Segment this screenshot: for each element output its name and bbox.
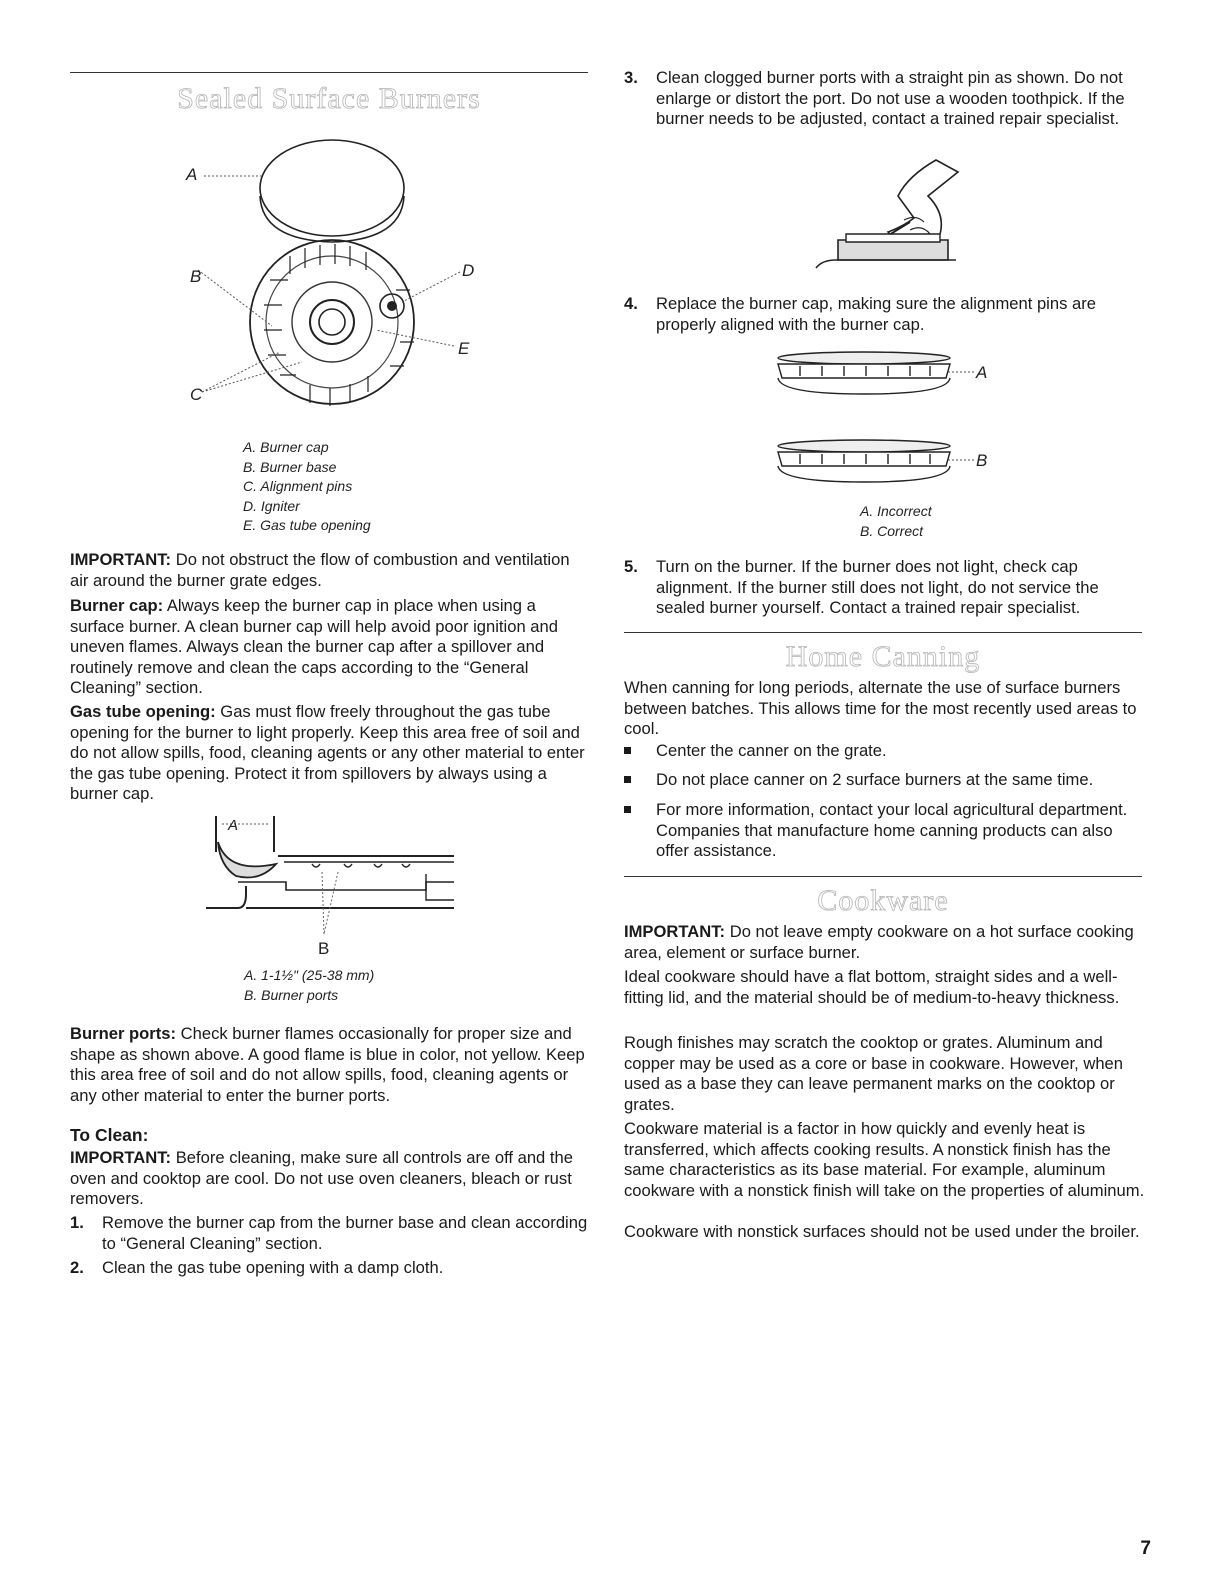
caption-line: B. Correct bbox=[860, 522, 924, 539]
gas-tube-label: Gas tube opening: bbox=[70, 702, 216, 721]
section-rule bbox=[624, 632, 1142, 633]
cookware-paragraph: Rough finishes may scratch the cooktop or grates. Aluminum and copper may be used as a core or base in cookware. However, when used as a base they can leave permanent marks on the cooktop or grates. bbox=[624, 1033, 1124, 1114]
pin-cleaning-illustration bbox=[808, 156, 964, 276]
step-number: 2. bbox=[70, 1258, 84, 1277]
step-item bbox=[624, 294, 1146, 335]
important-label: IMPORTANT: bbox=[624, 922, 726, 941]
step-item bbox=[70, 1213, 590, 1254]
step-number: 4. bbox=[624, 294, 638, 313]
step-number: 5. bbox=[624, 557, 638, 576]
burner-cap-label: Burner cap: bbox=[70, 596, 164, 615]
burner-cap-paragraph bbox=[70, 596, 590, 699]
bullet-icon bbox=[624, 747, 631, 754]
step-item bbox=[70, 1258, 590, 1279]
diagram-label-d: D bbox=[462, 261, 475, 280]
step-text: Clean the gas tube opening with a damp cloth. bbox=[102, 1258, 444, 1277]
alignment-label-b: B bbox=[976, 451, 988, 470]
caption-line: B. Burner ports bbox=[244, 986, 339, 1003]
correct-alignment-figure bbox=[778, 440, 987, 482]
important-text: Do not leave empty cookware on a hot surface cooking area, element or surface burner. bbox=[624, 922, 1134, 962]
caption-line: A. Incorrect bbox=[860, 503, 932, 519]
section-title-sealed-burners: Sealed Surface Burners bbox=[177, 82, 481, 115]
caption-line: A. Burner cap bbox=[243, 439, 329, 455]
burner-ports-text: Check burner flames occasionally for proper size and shape as shown above. A good flame is blue in color, not yellow. Keep this area free of soil and do not allow spills, food, cleaning agents or any other material to enter the burner ports. bbox=[70, 1024, 585, 1105]
caption-line: A. 1-1½" (25-38 mm) bbox=[244, 967, 375, 983]
caption-line: E. Gas tube opening bbox=[243, 517, 371, 533]
canning-intro: When canning for long periods, alternate the use of surface burners between batches. This allows time for the most recently used areas to cool. bbox=[624, 678, 1137, 738]
step-number: 1. bbox=[70, 1213, 84, 1232]
section-title-cookware: Cookware bbox=[817, 884, 949, 917]
alignment-label-a: A bbox=[976, 363, 988, 382]
important-airflow-paragraph bbox=[70, 550, 590, 591]
cap-alignment-diagram bbox=[770, 348, 1010, 498]
important-label: IMPORTANT: bbox=[70, 550, 172, 569]
cookware-important-paragraph bbox=[624, 922, 1146, 963]
step-text: Replace the burner cap, making sure the alignment pins are properly aligned with the burner cap. bbox=[656, 294, 1096, 334]
burner-diagram-caption bbox=[243, 438, 371, 536]
bullet-text: For more information, contact your local agricultural department. Companies that manufacture home canning products can also offer assistance. bbox=[656, 800, 1128, 860]
important-text: Before cleaning, make sure all controls are off and the oven and cooktop are cool. Do not use oven cleaners, bleach or rust removers. bbox=[70, 1148, 573, 1208]
clean-important-paragraph bbox=[70, 1148, 590, 1210]
burner-ports-label: Burner ports: bbox=[70, 1024, 177, 1043]
gas-tube-text: Gas must flow freely throughout the gas tube opening for the burner to light properly. Keep this area free of soil and do not allow spills, food, cleaning agents or any other material to enter the gas tube opening. Protect it from spillovers by always using a burner cap. bbox=[70, 702, 585, 803]
gas-tube-paragraph bbox=[70, 702, 590, 805]
caption-line: B. Burner base bbox=[243, 458, 337, 475]
bullet-icon bbox=[624, 806, 631, 813]
step-text: Turn on the burner. If the burner does not light, check cap alignment. If the burner still does not light, do not service the sealed burner yourself. Contact a trained repair specialist. bbox=[656, 557, 1099, 617]
burner-ports-paragraph bbox=[70, 1024, 590, 1106]
flame-diagram-caption bbox=[244, 966, 374, 1005]
caption-line: C. Alignment pins bbox=[243, 478, 353, 494]
step-item bbox=[624, 68, 1146, 130]
to-clean-heading: To Clean: bbox=[70, 1125, 149, 1145]
incorrect-alignment-figure bbox=[778, 352, 987, 394]
flame-label-b: B bbox=[318, 939, 330, 958]
cookware-paragraph: Cookware with nonstick surfaces should not be used under the broiler. bbox=[624, 1222, 1140, 1241]
diagram-label-c: C bbox=[190, 385, 203, 404]
step-text: Remove the burner cap from the burner base and clean according to “General Cleaning” section. bbox=[102, 1213, 588, 1253]
important-label: IMPORTANT: bbox=[70, 1148, 172, 1167]
cookware-paragraph: Cookware material is a factor in how quickly and evenly heat is transferred, which affects cooking results. A nonstick finish has the same characteristics as its base material. For example, aluminum cookware with a nonstick finish will take on the properties of aluminum. bbox=[624, 1119, 1145, 1200]
step-text: Clean clogged burner ports with a straight pin as shown. Do not enlarge or distort the port. Do not use a wooden toothpick. If the burner needs to be adjusted, contact a trained repair specialist. bbox=[656, 68, 1125, 128]
bullet-text: Center the canner on the grate. bbox=[656, 741, 887, 760]
burner-assembly-diagram bbox=[170, 130, 490, 420]
burner-cap-text: Always keep the burner cap in place when using a surface burner. A clean burner cap will help avoid poor ignition and uneven flames. Always clean the burner cap after a spillover and routinely remove and clean the caps according to the “General Cleaning” section. bbox=[70, 596, 558, 697]
important-text: Do not obstruct the flow of combustion and ventilation air around the burner grate edges. bbox=[70, 550, 570, 590]
flame-label-a: A bbox=[228, 817, 239, 834]
diagram-label-b: B bbox=[190, 267, 202, 286]
step-item bbox=[624, 557, 1146, 619]
alignment-caption bbox=[860, 502, 932, 541]
flame-height-diagram bbox=[198, 812, 468, 960]
list-item bbox=[624, 741, 1146, 762]
caption-line: D. Igniter bbox=[243, 497, 300, 514]
cookware-paragraph: Ideal cookware should have a flat bottom, straight sides and a well-fitting lid, and the material should be of medium-to-heavy thickness. bbox=[624, 967, 1120, 1007]
diagram-label-e: E bbox=[458, 339, 470, 358]
page-number: 7 bbox=[1140, 1538, 1151, 1559]
bullet-icon bbox=[624, 776, 631, 783]
bullet-text: Do not place canner on 2 surface burners at the same time. bbox=[656, 770, 1094, 789]
section-rule bbox=[70, 72, 588, 73]
list-item bbox=[624, 770, 1146, 791]
list-item bbox=[624, 800, 1146, 862]
section-title-home-canning: Home Canning bbox=[785, 640, 981, 673]
diagram-label-a: A bbox=[186, 165, 198, 184]
step-number: 3. bbox=[624, 68, 638, 87]
section-rule bbox=[624, 876, 1142, 877]
